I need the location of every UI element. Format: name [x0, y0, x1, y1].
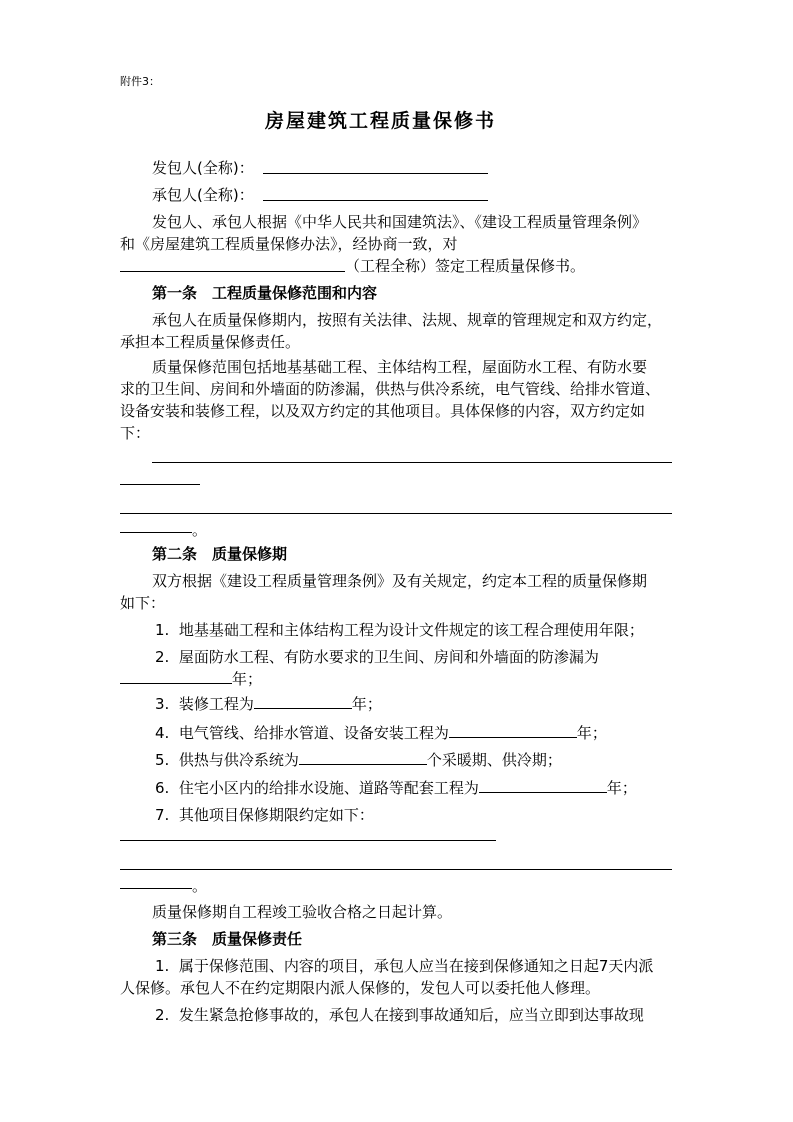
- article-1-p1-line-2: 承担本工程质量保修责任。: [120, 333, 301, 351]
- intro-line-3: （工程全称）签定工程质量保修书。: [345, 257, 586, 275]
- attachment-label: 附件3：: [120, 75, 160, 88]
- article-3-heading: 第三条 质量保修责任: [152, 930, 303, 948]
- item-text: 发生紧急抢修事故的，承包人在接到事故通知后，应当立即到达事故现: [178, 1006, 644, 1024]
- item-tail: 年；: [351, 695, 382, 713]
- item-text: 地基基础工程和主体结构工程为设计文件规定的该工程合理使用年限；: [178, 621, 644, 639]
- item-tail: 年；: [576, 724, 607, 742]
- responsibility-item-2: [155, 1004, 644, 1026]
- article-1-heading: 第一条 工程质量保修范围和内容: [152, 284, 378, 302]
- heating-periods-blank[interactable]: [299, 750, 427, 765]
- electrical-years-blank[interactable]: [449, 723, 577, 738]
- warranty-item-4: [155, 722, 607, 744]
- article-1-p2-line-1: 质量保修范围包括地基基础工程、主体结构工程，屋面防水工程、有防水要: [152, 358, 648, 376]
- contractor-name-blank[interactable]: [263, 200, 488, 201]
- article-2-heading: 第二条 质量保修期: [152, 545, 288, 563]
- article-1-p2-line-4: 下：: [120, 424, 151, 442]
- item-number: 1.: [155, 957, 170, 975]
- article-1-p2-line-3: 设备安装和装修工程，以及双方约定的其他项目。具体保修的内容，双方约定如: [120, 402, 646, 420]
- responsibility-item-1-cont: 人保修。承包人不在约定期限内派人保修的，发包人可以委托他人修理。: [120, 979, 601, 997]
- item-number: 2.: [155, 648, 170, 666]
- warranty-item-5: [155, 749, 562, 771]
- article-2-p1-line-2: 如下：: [120, 594, 166, 612]
- decoration-years-blank[interactable]: [254, 694, 352, 709]
- responsibility-item-1: [155, 955, 653, 977]
- scope-blank-line-3[interactable]: [120, 513, 672, 514]
- item-tail: 年；: [232, 670, 263, 688]
- article-2-end-mark: 。: [192, 877, 208, 895]
- item-text: 属于保修范围、内容的项目，承包人应当在接到保修通知之日起7天内派: [178, 957, 654, 975]
- employer-label: 发包人(全称)：: [152, 159, 254, 177]
- article-2-closing: 质量保修期自工程竣工验收合格之日起计算。: [152, 903, 453, 921]
- facilities-years-blank[interactable]: [479, 778, 607, 793]
- employer-row: [152, 157, 254, 179]
- scope-blank-line-4[interactable]: [120, 532, 192, 533]
- warranty-item-3: [155, 693, 382, 715]
- warranty-item-2: [155, 646, 599, 668]
- other-period-blank-line-1[interactable]: [120, 840, 496, 841]
- item-text: 其他项目保修期限约定如下：: [178, 806, 374, 824]
- item-text: 住宅小区内的给排水设施、道路等配套工程为: [178, 779, 479, 797]
- item-number: 5.: [155, 751, 170, 769]
- contractor-label: 承包人(全称)：: [152, 186, 254, 204]
- article-1-p2-line-2: 求的卫生间、房间和外墙面的防渗漏，供热与供冷系统，电气管线、给排水管道、: [120, 380, 661, 398]
- warranty-item-6: [155, 777, 637, 799]
- item-number: 6.: [155, 779, 170, 797]
- other-period-blank-line-3[interactable]: [120, 888, 192, 889]
- intro-line-2: 和《房屋建筑工程质量保修办法》，经协商一致，对: [120, 235, 458, 253]
- warranty-item-1: [155, 619, 644, 641]
- project-name-blank[interactable]: [120, 271, 345, 272]
- item-tail: 年；: [606, 779, 637, 797]
- item-number: 4.: [155, 724, 170, 742]
- other-period-blank-line-2[interactable]: [120, 869, 672, 870]
- warranty-item-7: [155, 804, 374, 826]
- article-1-end-mark: 。: [192, 521, 208, 539]
- intro-line-1: 发包人、承包人根据《中华人民共和国建筑法》、《建设工程质量管理条例》: [152, 213, 648, 231]
- warranty-item-2-cont: [120, 668, 262, 690]
- item-text: 屋面防水工程、有防水要求的卫生间、房间和外墙面的防渗漏为: [178, 648, 599, 666]
- contractor-row: [152, 184, 254, 206]
- item-number: 1.: [155, 621, 170, 639]
- scope-blank-line-2[interactable]: [120, 484, 200, 485]
- article-2-p1-line-1: 双方根据《建设工程质量管理条例》及有关规定，约定本工程的质量保修期: [152, 572, 648, 590]
- item-number: 2.: [155, 1006, 170, 1024]
- item-text: 电气管线、给排水管道、设备安装工程为: [178, 724, 449, 742]
- document-title: 房屋建筑工程质量保修书: [265, 110, 497, 132]
- scope-blank-line-1[interactable]: [152, 462, 672, 463]
- article-1-p1-line-1: 承包人在质量保修期内，按照有关法律、法规、规章的管理规定和双方约定，: [152, 311, 663, 329]
- employer-name-blank[interactable]: [263, 173, 488, 174]
- item-number: 7.: [155, 806, 170, 824]
- item-text: 供热与供冷系统为: [178, 751, 299, 769]
- leak-years-blank[interactable]: [120, 669, 232, 684]
- item-text: 装修工程为: [178, 695, 254, 713]
- item-number: 3.: [155, 695, 170, 713]
- item-tail: 个采暖期、供冷期；: [426, 751, 562, 769]
